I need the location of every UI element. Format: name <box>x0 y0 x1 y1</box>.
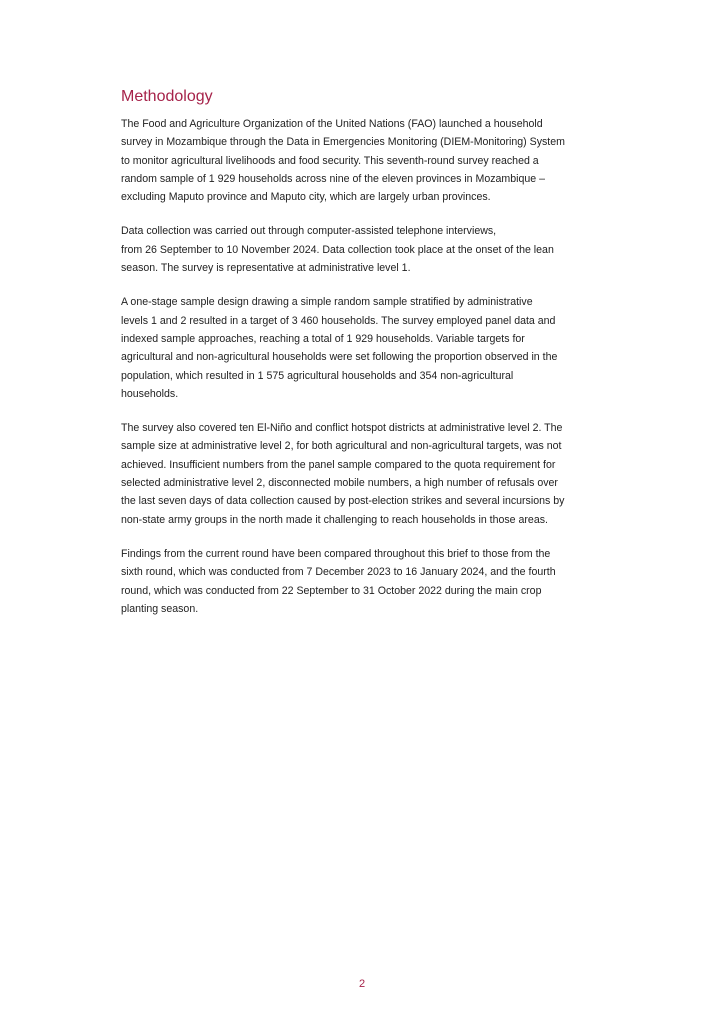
paragraph-line: achieved. Insufficient numbers from the panel sample compared to the quota requirement for <box>121 458 556 471</box>
paragraph-line: Findings from the current round have been compared throughout this brief to those from the <box>121 547 551 560</box>
paragraph-3 <box>121 293 603 403</box>
paragraph-line: The Food and Agriculture Organization of the United Nations (FAO) launched a household <box>121 118 543 130</box>
page-number: 2 <box>358 978 366 990</box>
paragraph-line: population, which resulted in 1 575 agricultural households and 354 non-agricultural <box>121 369 514 382</box>
paragraph-line: non-state army groups in the north made it challenging to reach households in those areas. <box>121 513 548 526</box>
paragraph-line: levels 1 and 2 resulted in a target of 3 460 households. The survey employed panel data and <box>121 314 556 327</box>
paragraph-5 <box>121 545 603 618</box>
paragraph-line: to monitor agricultural livelihoods and food security. This seventh-round survey reached a <box>121 154 539 167</box>
paragraph-line: indexed sample approaches, reaching a total of 1 929 households. Variable targets for <box>121 332 525 345</box>
paragraph-line: Data collection was carried out through computer-assisted telephone interviews, <box>121 225 497 238</box>
section-heading: Methodology <box>121 88 213 105</box>
paragraph-line: selected administrative level 2, disconnected mobile numbers, a high number of refusals over <box>121 477 558 490</box>
paragraph-line: from 26 September to 10 November 2024. Data collection took place at the onset of the lean <box>121 243 554 256</box>
paragraph-1 <box>121 115 603 206</box>
paragraph-line: season. The survey is representative at administrative level 1. <box>121 262 411 275</box>
paragraph-line: random sample of 1 929 households across nine of the eleven provinces in Mozambique – <box>121 172 546 185</box>
paragraph-2 <box>121 222 603 277</box>
paragraph-line: planting season. <box>121 602 199 615</box>
paragraph-line: the last seven days of data collection caused by post-election strikes and several incursions by <box>121 495 565 508</box>
paragraph-line: households. <box>121 387 179 400</box>
methodology-section <box>121 86 603 634</box>
paragraph-line: A one-stage sample design drawing a simple random sample stratified by administrative <box>121 296 533 309</box>
paragraph-line: round, which was conducted from 22 September to 31 October 2022 during the main crop <box>121 584 542 597</box>
paragraph-line: sample size at administrative level 2, for both agricultural and non-agricultural targets, was not <box>121 440 562 453</box>
paragraph-line: agricultural and non-agricultural households were set following the proportion observed in the <box>121 351 558 364</box>
paragraph-line: survey in Mozambique through the Data in Emergencies Monitoring (DIEM-Monitoring) System <box>121 136 565 149</box>
paragraph-4 <box>121 419 603 529</box>
paragraph-line: sixth round, which was conducted from 7 December 2023 to 16 January 2024, and the fourth <box>121 566 556 579</box>
paragraph-line: The survey also covered ten El-Niño and conflict hotspot districts at administrative level 2. The <box>121 422 563 435</box>
paragraph-line: excluding Maputo province and Maputo city, which are largely urban provinces. <box>121 191 491 204</box>
